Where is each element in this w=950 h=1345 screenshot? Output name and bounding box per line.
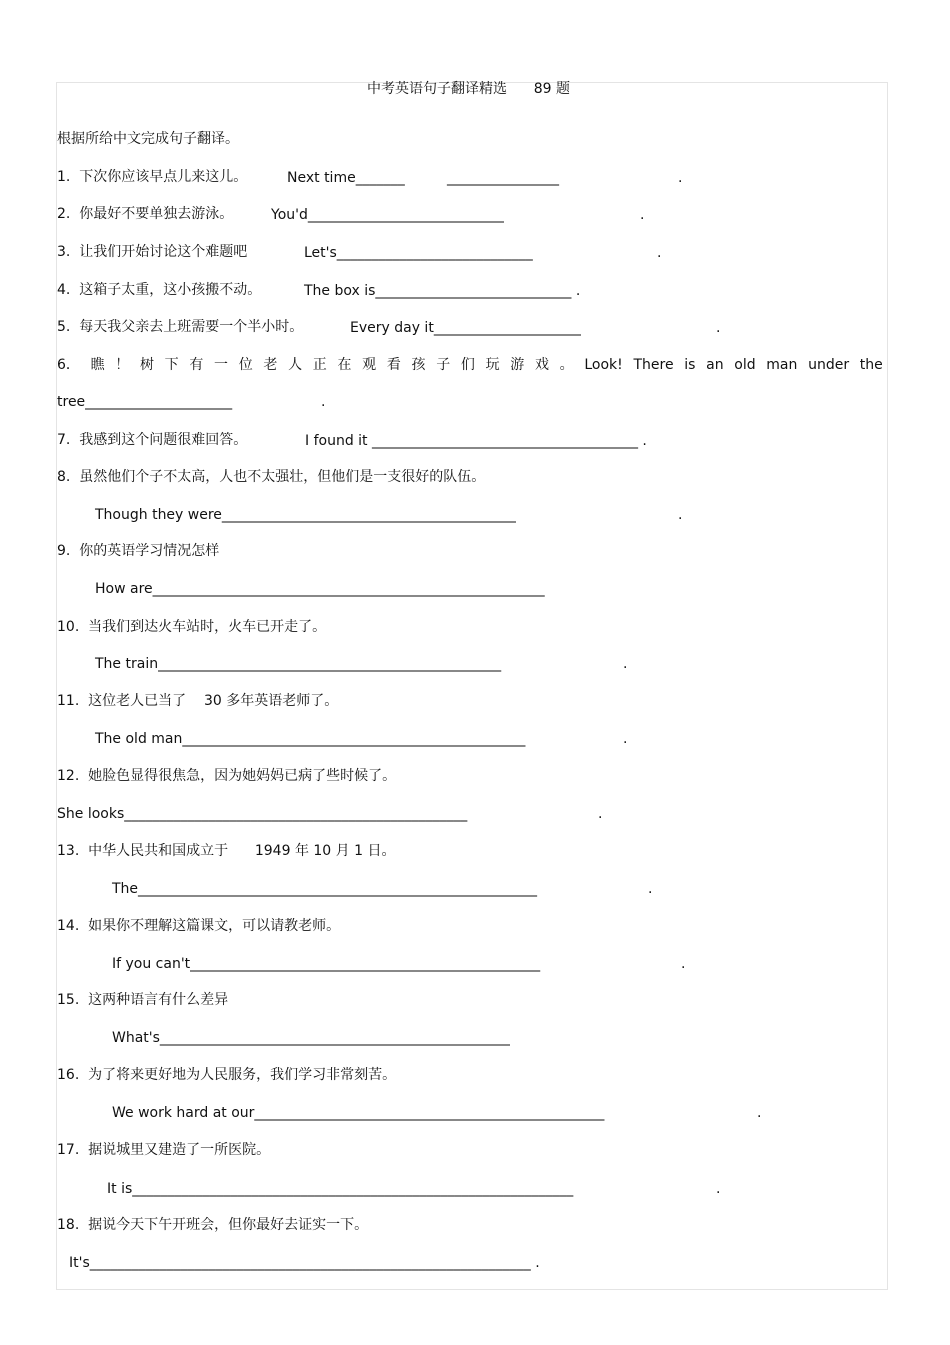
question-13-chinese: 13. 中华人民共和国成立于 1949 年 10 月 1 日。 xyxy=(57,843,396,859)
question-9-chinese: 9. 你的英语学习情况怎样 xyxy=(57,543,220,559)
question-1-chinese: 1. 下次你应该早点儿来这儿。 xyxy=(57,169,248,185)
question-13-period: . xyxy=(648,881,653,897)
question-17-chinese: 17. 据说城里又建造了一所医院。 xyxy=(57,1142,271,1158)
question-8-period: . xyxy=(678,507,683,523)
question-1-period: . xyxy=(678,170,683,186)
q6-token: 子 xyxy=(436,357,451,373)
question-3-period: . xyxy=(657,245,662,261)
question-3-chinese: 3. 让我们开始讨论这个难题吧 xyxy=(57,244,248,260)
question-5-period: . xyxy=(716,320,721,336)
q6-token: 老 xyxy=(263,357,278,373)
question-18-chinese: 18. 据说今天下午开班会，但你最好去证实一下。 xyxy=(57,1217,369,1233)
q6-token: ！ xyxy=(115,357,130,373)
question-12-period: . xyxy=(598,806,603,822)
question-10-chinese: 10. 当我们到达火车站时，火车已开走了。 xyxy=(57,619,327,635)
q6-token: 有 xyxy=(189,357,204,373)
q6-token: 人 xyxy=(288,357,303,373)
question-4-english: The box is____________________________ . xyxy=(304,283,581,299)
question-3-english: Let's____________________________ xyxy=(304,245,533,261)
q6-token: 瞧 xyxy=(90,357,105,373)
q6-token: 们 xyxy=(460,357,475,373)
question-6-period: . xyxy=(321,394,326,410)
question-6-english: tree_____________________ xyxy=(57,394,233,410)
question-2-period: . xyxy=(640,207,645,223)
q6-token: 树 xyxy=(139,357,154,373)
question-1-english: Next time_______ xyxy=(287,170,405,186)
question-8-english: Though they were__________________________________________ xyxy=(95,507,516,523)
question-2-english: You'd____________________________ xyxy=(271,207,504,223)
question-11-english: The old man_________________________________________________ xyxy=(95,731,526,747)
q6-token: is xyxy=(684,357,696,373)
question-5-english: Every day it_____________________ xyxy=(350,320,581,336)
question-4-chinese: 4. 这箱子太重，这小孩搬不动。 xyxy=(57,282,262,298)
question-15-chinese: 15. 这两种语言有什么差异 xyxy=(57,992,229,1008)
q6-token: old xyxy=(734,357,756,373)
question-9-english: How are________________________________________________________ xyxy=(95,581,545,597)
question-10-period: . xyxy=(623,656,628,672)
question-8-chinese: 8. 虽然他们个子不太高，人也不太强壮，但他们是一支很好的队伍。 xyxy=(57,469,486,485)
question-1-blank: ________________ xyxy=(447,170,559,186)
q6-token: 在 xyxy=(337,357,352,373)
question-17-english: It is_______________________________________________________________ xyxy=(107,1181,574,1197)
q6-token: 观 xyxy=(362,357,377,373)
question-16-period: . xyxy=(757,1105,762,1121)
page-title: 中考英语句子翻译精选 89 题 xyxy=(367,81,570,97)
q6-token: under xyxy=(808,357,850,373)
q6-token: 下 xyxy=(164,357,179,373)
question-11-period: . xyxy=(623,731,628,747)
q6-token: the xyxy=(859,357,883,373)
q6-token: an xyxy=(706,357,724,373)
q6-token: 玩 xyxy=(485,357,500,373)
q6-token: 正 xyxy=(312,357,327,373)
q6-token: 戏 xyxy=(534,357,549,373)
q6-token: 位 xyxy=(238,357,253,373)
question-11-chinese: 11. 这位老人已当了 30 多年英语老师了。 xyxy=(57,693,339,709)
question-16-chinese: 16. 为了将来更好地为人民服务，我们学习非常刻苦。 xyxy=(57,1067,397,1083)
q6-token: 一 xyxy=(214,357,229,373)
question-16-english: We work hard at our__________________________________________________ xyxy=(112,1105,605,1121)
question-14-period: . xyxy=(681,956,686,972)
question-17-period: . xyxy=(716,1181,721,1197)
q6-token: 孩 xyxy=(411,357,426,373)
q6-token: 6． xyxy=(57,357,80,373)
q6-token: 。 xyxy=(559,357,574,373)
question-12-english: She looks_________________________________________________ xyxy=(57,806,468,822)
q6-token: Look! xyxy=(584,357,623,373)
question-7-english: I found it ______________________________________ . xyxy=(305,433,647,449)
question-12-chinese: 12. 她脸色显得很焦急，因为她妈妈已病了些时候了。 xyxy=(57,768,397,784)
q6-token: There xyxy=(633,357,674,373)
instruction: 根据所给中文完成句子翻译。 xyxy=(57,131,239,147)
question-6-chinese-line xyxy=(57,356,883,374)
question-2-chinese: 2. 你最好不要单独去游泳。 xyxy=(57,206,234,222)
q6-token: 游 xyxy=(510,357,525,373)
question-5-chinese: 5. 每天我父亲去上班需要一个半小时。 xyxy=(57,319,304,335)
question-18-english: It's_______________________________________________________________ . xyxy=(69,1255,540,1271)
question-7-chinese: 7. 我感到这个问题很难回答。 xyxy=(57,432,248,448)
question-10-english: The train_________________________________________________ xyxy=(95,656,502,672)
q6-token: 看 xyxy=(386,357,401,373)
question-15-english: What's__________________________________________________ xyxy=(112,1030,510,1046)
question-14-english: If you can't__________________________________________________ xyxy=(112,956,541,972)
question-13-english: The_________________________________________________________ xyxy=(112,881,538,897)
question-14-chinese: 14. 如果你不理解这篇课文，可以请教老师。 xyxy=(57,918,341,934)
q6-token: man xyxy=(766,357,798,373)
